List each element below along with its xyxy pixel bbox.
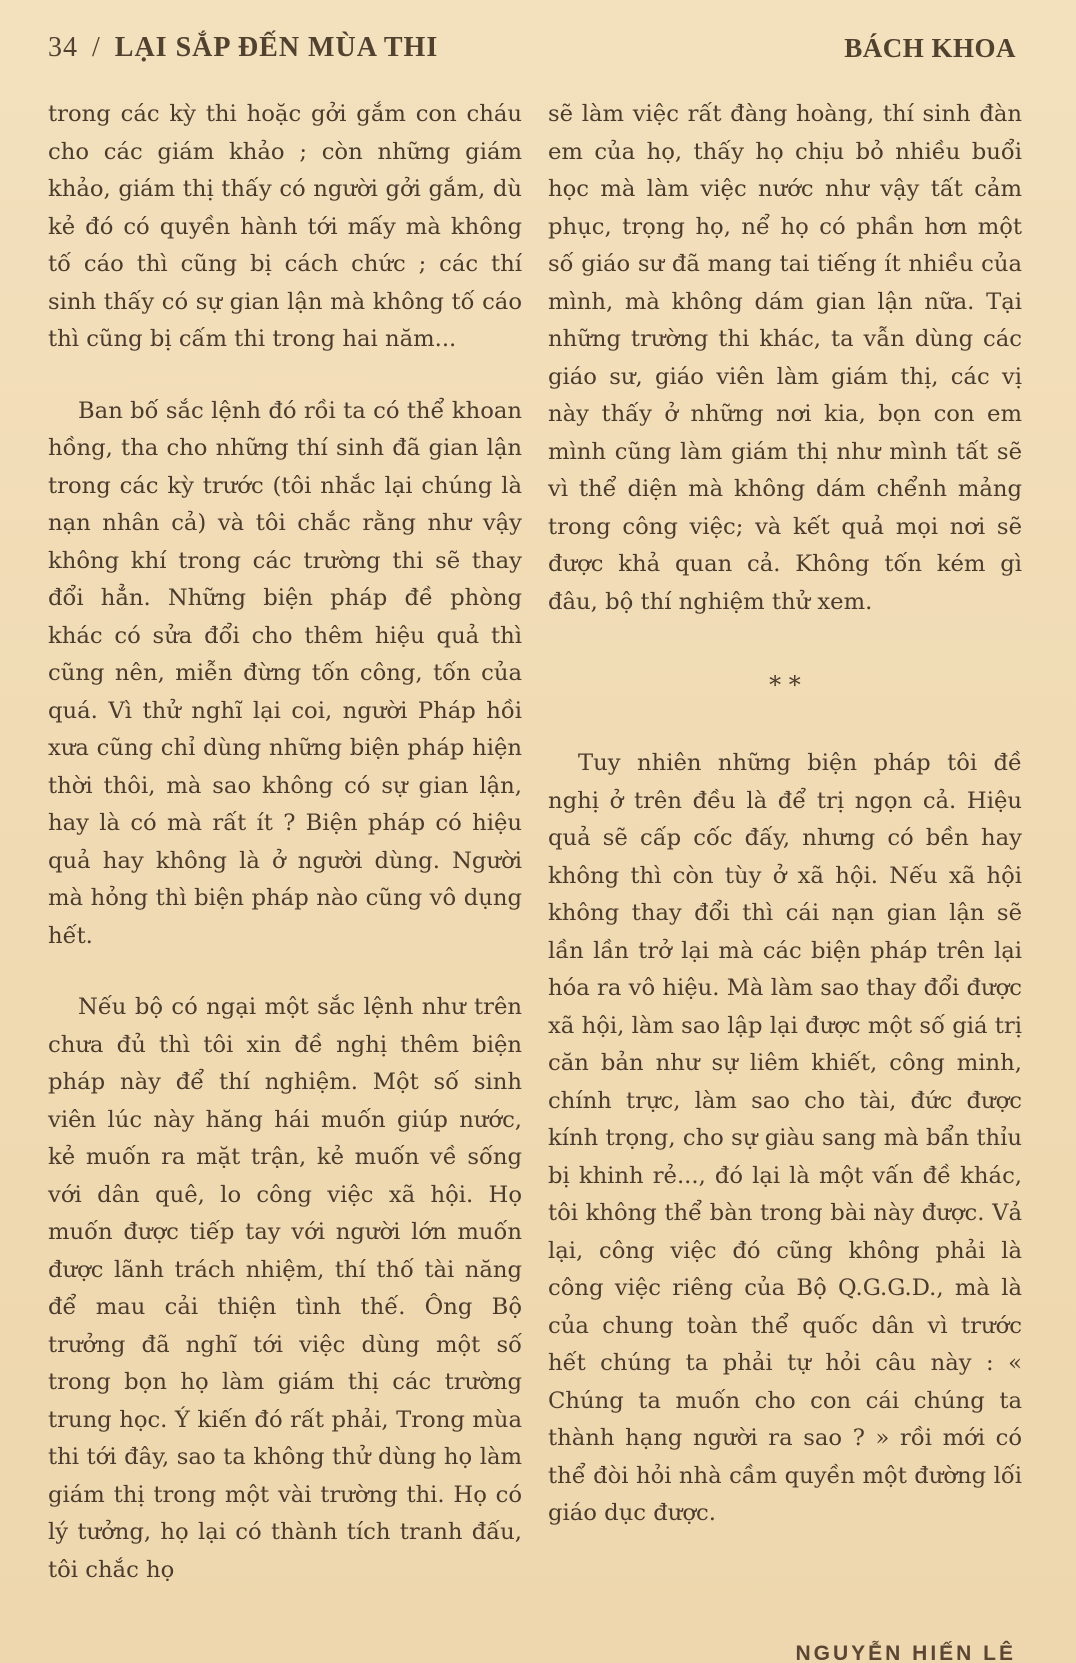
section-separator-mark: * * (769, 671, 801, 699)
left-paragraph-1: trong các kỳ thi hoặc gởi gắm con cháu cho các giám khảo ; còn những giám khảo, giám thị thấy có người gởi gắm, dù kẻ đó có quyền hành tới mấy mà không tố cáo thì cũng bị cách chức ; các thí sinh thấy có sự gian lận mà không tố cáo thì cũng bị cấm thi trong hai năm... (48, 101, 522, 352)
right-column (548, 96, 1022, 1623)
header-separator: / (92, 32, 101, 63)
left-column (48, 96, 522, 1623)
magazine-name: BÁCH KHOA (844, 32, 1016, 63)
section-separator (548, 655, 1022, 745)
right-paragraph-1: sẽ làm việc rất đàng hoàng, thí sinh đàn em của họ, thấy họ chịu bỏ nhiều buổi học mà làm việc nước như vậy tất cảm phục, trọng họ, nể họ có phần hơn một số giáo sư đã mang tai tiếng ít nhiều của mình, mà không dám gian lận nữa. Tại những trường thi khác, ta vẫn dùng các giáo sư, giáo viên làm giám thị, các vị này thấy ở những nơi kia, bọn con em mình cũng làm giám thị như mình tất sẽ vì thể diện mà không dám chểnh mảng trong công việc; và kết quả mọi nơi sẽ được khả quan cả. Không tốn kém gì đâu, bộ thí nghiệm thử xem. (548, 101, 1022, 615)
article-body (48, 96, 1022, 1623)
right-paragraph-2: Tuy nhiên những biện pháp tôi đề nghị ở trên đều là để trị ngọn cả. Hiệu quả sẽ cấp cốc đấy, nhưng có bền hay không thì còn tùy ở xã hội. Nếu xã hội không thay đổi thì cái nạn gian lận sẽ lần lần trở lại mà các biện pháp trên lại hóa ra vô hiệu. Mà làm sao thay đổi được xã hội, làm sao lập lại được một số giá trị căn bản như sự liêm khiết, công minh, chính trực, làm sao cho tài, đức được kính trọng, cho sự giàu sang mà bẩn thỉu bị khinh rẻ..., đó lại là một vấn đề khác, tôi không thể bàn trong bài này được. Vả lại, công việc đó cũng không phải là công việc riêng của Bộ Q.G.G.D., mà là của chung toàn thể quốc dân vì trước hết chúng ta phải tự hỏi câu này : « Chúng ta muốn cho con cái chúng ta thành hạng người ra sao ? » rồi mới có thể đòi hỏi nhà cầm quyền một đường lối giáo dục được. (548, 750, 1022, 1526)
left-paragraph-2: Ban bố sắc lệnh đó rồi ta có thể khoan hồng, tha cho những thí sinh đã gian lận trong các kỳ trước (tôi nhắc lại chúng là nạn nhân cả) và tôi chắc rằng như vậy không khí trong các trường thi sẽ thay đổi hẳn. Những biện pháp đề phòng khác có sửa đổi cho thêm hiệu quả thì cũng nên, miễn đừng tốn công, tốn của quá. Vì thử nghĩ lại coi, người Pháp hồi xưa cũng chỉ dùng những biện pháp hiện thời thôi, mà sao không có sự gian lận, hay là có mà rất ít ? Biện pháp có hiệu quả hay không là ở người dùng. Người mà hỏng thì biện pháp nào cũng vô dụng hết. (48, 397, 522, 949)
page-header (48, 28, 1016, 68)
article-title: LẠI SẮP ĐẾN MÙA THI (114, 32, 439, 63)
author-name: NGUYỄN HIẾN LÊ (795, 1642, 1016, 1663)
page-number: 34 (48, 32, 78, 63)
left-paragraph-3: Nếu bộ có ngại một sắc lệnh như trên chưa đủ thì tôi xin đề nghị thêm biện pháp này để thí nghiệm. Một số sinh viên lúc này hăng hái muốn giúp nước, kẻ muốn ra mặt trận, kẻ muốn về sống với dân quê, lo công việc xã hội. Họ muốn được tiếp tay với người lớn muốn được lãnh trách nhiệm, thí thố tài năng để mau cải thiện tình thế. Ông Bộ trưởng đã nghĩ tới việc dùng một số trong bọn họ làm giám thị các trường trung học. Ý kiến đó rất phải, Trong mùa thi tới đây, sao ta không thử dùng họ làm giám thị trong một vài trường thi. Họ có lý tưởng, họ lại có thành tích tranh đấu, tôi chắc họ (48, 994, 522, 1583)
